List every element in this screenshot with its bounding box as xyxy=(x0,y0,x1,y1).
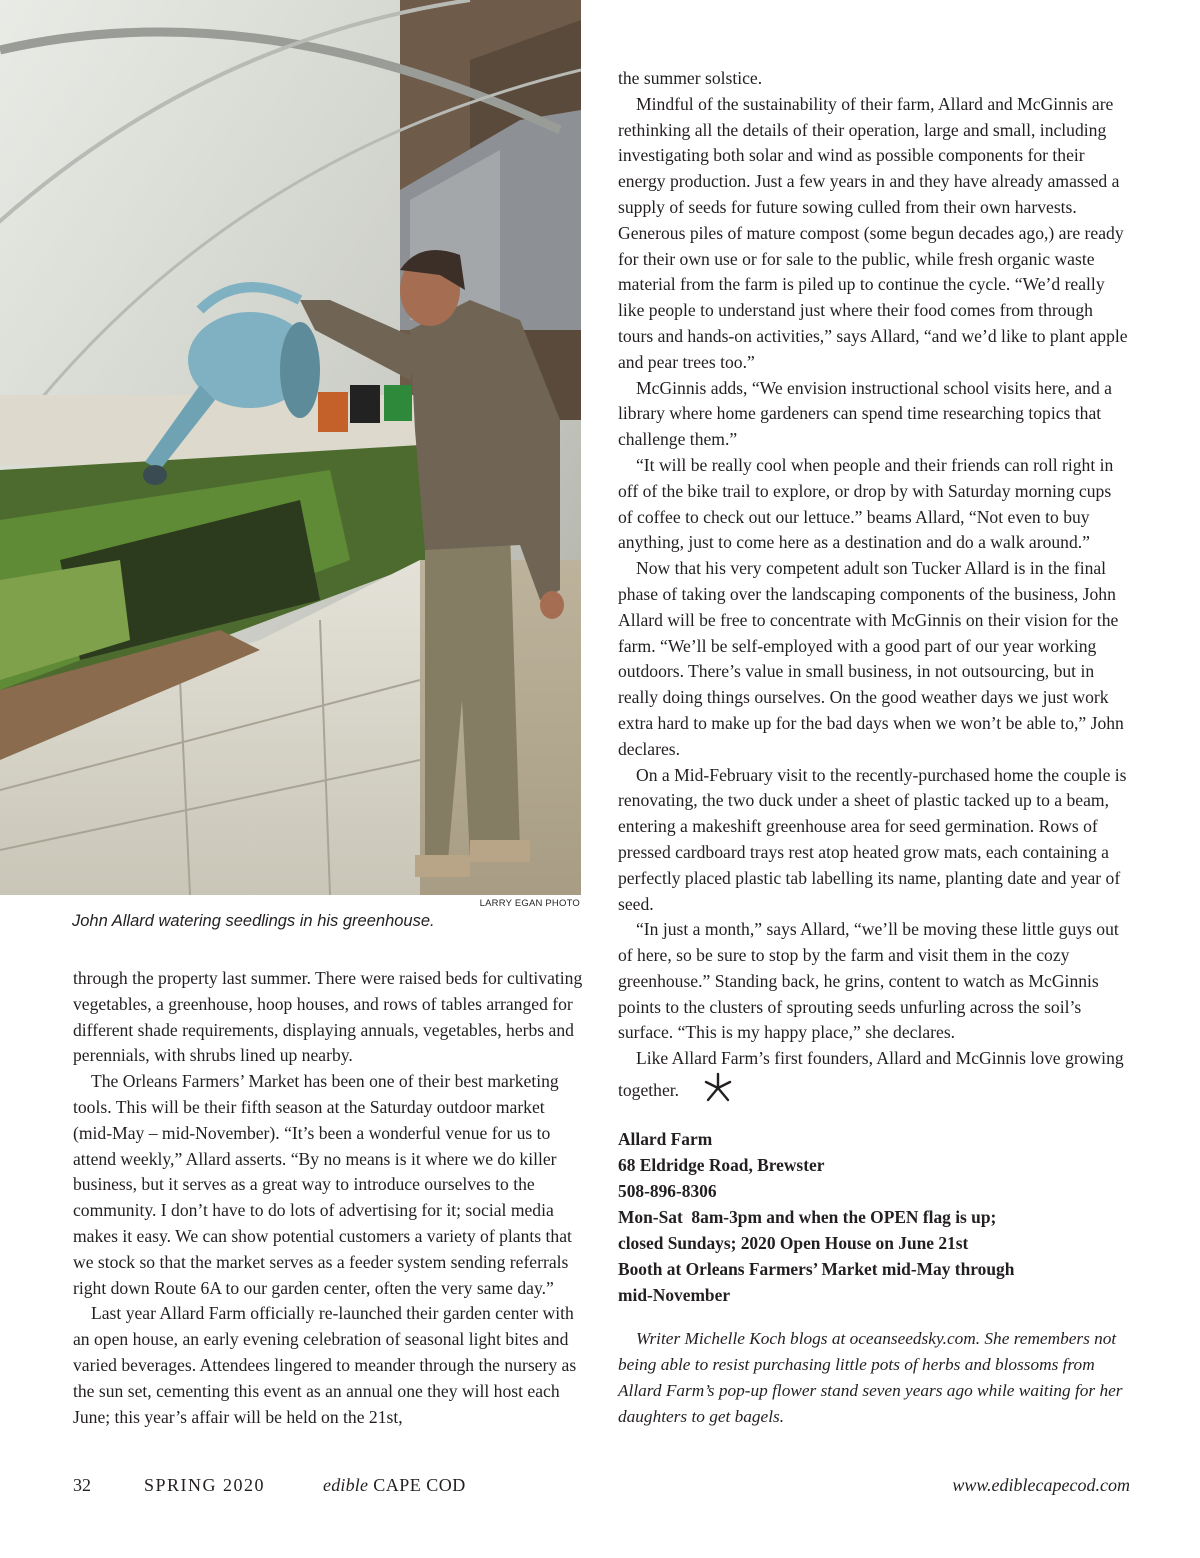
farm-address: 68 Eldridge Road, Brewster xyxy=(618,1154,825,1175)
paragraph: “It will be really cool when people and their friends can roll right in off of the bike trail to explore, or drop by with Saturday morning cups of coffee to check out our lettuce.” beams Allard, “Not even to buy anything, just to come here as a destination and do a walk around.” xyxy=(618,454,1114,553)
paragraph: The Orleans Farmers’ Market has been one of their best marketing tools. This will be their fifth season at the Saturday outdoor market (mid-May – mid-November). “It’s been a wonderful venue for us to attend weekly,” Allard asserts. “By no means is it where we do killer business, but it serves as a great way to introduce ourselves to the community. I don’t have to do lots of advertising for it; social media makes it easy. We can show potential customers a variety of plants that we stock so that the market serves as a feeder system sending referrals right down Route 6A to our garden center, often the very same day.” xyxy=(73,1071,572,1298)
photo-credit: LARRY EGAN PHOTO xyxy=(479,898,580,909)
asterisk-star-icon xyxy=(685,1072,733,1110)
page-number: 32 xyxy=(73,1475,91,1495)
magazine-name-italic: edible xyxy=(323,1475,369,1495)
paragraph: McGinnis adds, “We envision instructional school visits here, and a library where home gardeners can spend time researching topics that challenge them.” xyxy=(618,377,1112,450)
farm-market-line-2: mid-November xyxy=(618,1284,731,1305)
farm-phone: 508-896-8306 xyxy=(618,1180,717,1201)
farm-market-line-1: Booth at Orleans Farmers’ Market mid-May through xyxy=(618,1258,1015,1279)
magazine-name xyxy=(323,1475,466,1496)
greenhouse-watering-photo-icon xyxy=(0,0,581,895)
farm-info xyxy=(618,1126,1130,1308)
photo-caption: John Allard watering seedlings in his greenhouse. xyxy=(72,912,435,930)
left-column xyxy=(73,966,583,1430)
author-bio xyxy=(618,1326,1130,1430)
magazine-name-rest: CAPE COD xyxy=(368,1475,466,1495)
author-bio-text: Writer Michelle Koch blogs at oceanseedsky.com. She remembers not being able to resist purchasing little pots of herbs and blossoms from Allard Farm’s pop-up flower stand seven years ago while waiting for her daughters to get bagels. xyxy=(618,1328,1123,1426)
last-paragraph-text: Like Allard Farm’s first founders, Allard and McGinnis love growing together. xyxy=(618,1048,1124,1101)
farm-hours-line-2: closed Sundays; 2020 Open House on June 21st xyxy=(618,1232,969,1253)
right-column xyxy=(618,66,1130,1430)
paragraph: Mindful of the sustainability of their farm, Allard and McGinnis are rethinking all the details of their operation, large and small, including investigating both solar and wind as possible components for their energy production. Just a few years in and they have already amassed a supply of seeds for future sowing culled from their own harvests. Generous piles of mature compost (some begun decades ago,) are ready for their own use or for sale to the public, while fresh organic waste material from the farm is piled up to continue the cycle. “We’d really like people to understand just where their food comes from through tours and hands-on activities,” says Allard, “and we’d like to plant apple and pear trees too.” xyxy=(618,93,1128,372)
paragraph: “In just a month,” says Allard, “we’ll be moving these little guys out of here, so be sure to stop by the farm and visit them in the cozy greenhouse.” Standing back, he grins, content to watch as McGinnis points to the clusters of sprouting seeds unfurling across the soil’s surface. “This is my happy place,” she declares. xyxy=(618,919,1119,1043)
website-url: www.ediblecapecod.com xyxy=(952,1475,1130,1495)
page-footer xyxy=(73,1475,1130,1499)
article-photo xyxy=(0,0,581,895)
farm-hours-line-1: Mon-Sat 8am-3pm and when the OPEN flag is up; xyxy=(618,1206,997,1227)
farm-name: Allard Farm xyxy=(618,1128,713,1149)
issue-label: SPRING 2020 xyxy=(144,1475,266,1495)
paragraph: Now that his very competent adult son Tucker Allard is in the final phase of taking over the landscaping components of the business, John Allard will be free to concentrate with McGinnis on their vision for the farm. “We’ll be self-employed with a good part of our year working outdoors. There’s value in small business, in not outsourcing, but in really doing things ourselves. On the good weather days we just work extra hard to make up for the bad days when we won’t be able to,” John declares. xyxy=(618,558,1124,759)
paragraph: the summer solstice. xyxy=(618,68,763,88)
paragraph: Last year Allard Farm officially re-launched their garden center with an open house, an early evening celebration of seasonal light bites and varied beverages. Attendees lingered to meander through the nursery as the sun set, cementing this event as an annual one they will host each June; this year’s affair will be held on the 21st, xyxy=(73,1303,577,1427)
paragraph: through the property last summer. There were raised beds for cultivating vegetables, a greenhouse, hoop houses, and rows of tables arranged for different shade requirements, displaying annuals, vegetables, herbs and perennials, with shrubs lined up nearby. xyxy=(73,968,583,1066)
paragraph-last xyxy=(618,1046,1130,1110)
paragraph: On a Mid-February visit to the recently-purchased home the couple is renovating, the two duck under a sheet of plastic tacked up to a beam, entering a makeshift greenhouse area for seed germination. Rows of pressed cardboard trays rest atop heated grow mats, each containing a perfectly placed plastic tab labelling its name, planting date and year of seed. xyxy=(618,764,1127,914)
